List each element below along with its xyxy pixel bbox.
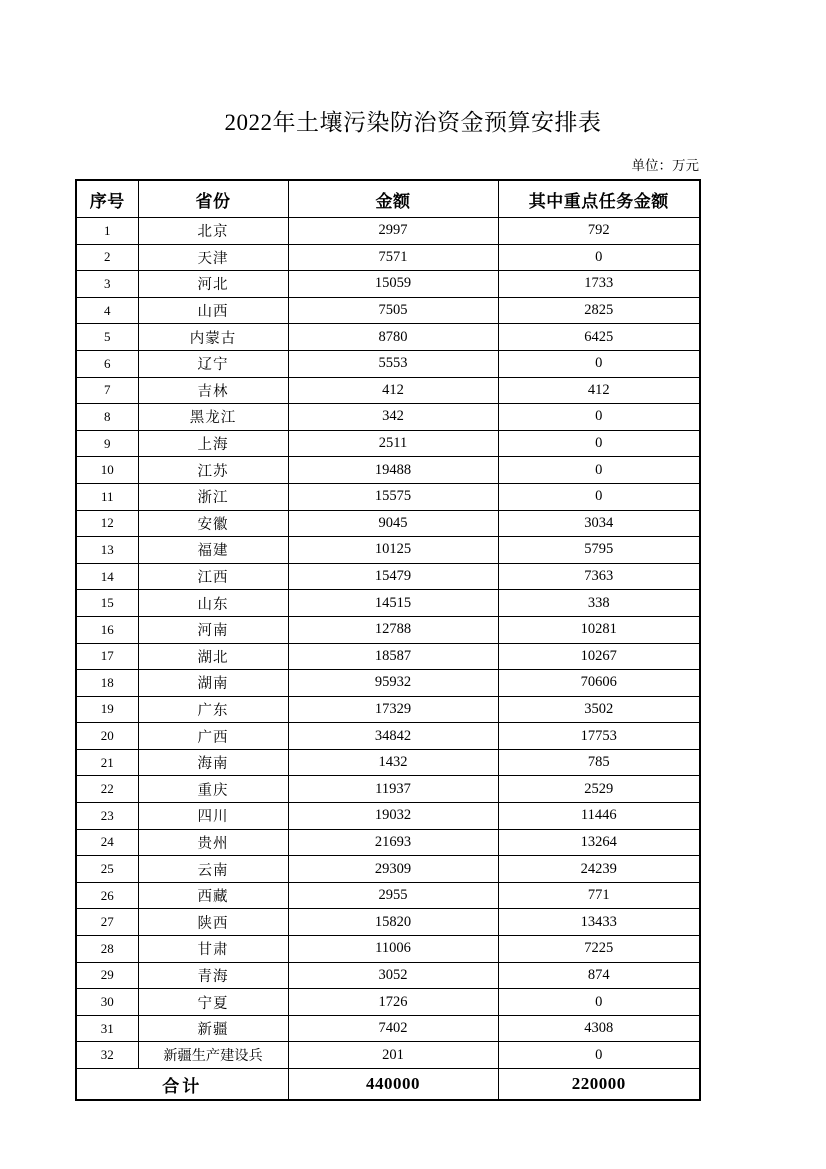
cell-amount: 29309 [288, 856, 498, 883]
cell-index: 27 [76, 909, 138, 936]
cell-amount: 1432 [288, 749, 498, 776]
cell-index: 12 [76, 510, 138, 537]
cell-index: 24 [76, 829, 138, 856]
cell-index: 31 [76, 1015, 138, 1042]
cell-key-task-amount: 4308 [498, 1015, 700, 1042]
cell-key-task-amount: 6425 [498, 324, 700, 351]
cell-index: 7 [76, 377, 138, 404]
cell-amount: 10125 [288, 537, 498, 564]
cell-index: 17 [76, 643, 138, 670]
table-row [76, 749, 700, 776]
table-row [76, 377, 700, 404]
table-row [76, 643, 700, 670]
cell-index: 16 [76, 616, 138, 643]
cell-index: 18 [76, 670, 138, 697]
cell-key-task-amount: 10267 [498, 643, 700, 670]
budget-table [75, 179, 701, 1101]
cell-index: 8 [76, 404, 138, 431]
cell-amount: 9045 [288, 510, 498, 537]
cell-key-task-amount: 792 [498, 218, 700, 245]
cell-province: 陕西 [138, 909, 288, 936]
cell-amount: 2511 [288, 430, 498, 457]
table-body [76, 218, 700, 1069]
cell-key-task-amount: 3502 [498, 696, 700, 723]
cell-amount: 14515 [288, 590, 498, 617]
table-row [76, 590, 700, 617]
cell-amount: 95932 [288, 670, 498, 697]
cell-key-task-amount: 13264 [498, 829, 700, 856]
cell-amount: 1726 [288, 989, 498, 1016]
cell-key-task-amount: 338 [498, 590, 700, 617]
cell-province: 宁夏 [138, 989, 288, 1016]
cell-key-task-amount: 2529 [498, 776, 700, 803]
cell-index: 29 [76, 962, 138, 989]
table-row [76, 723, 700, 750]
table-header-row [76, 180, 700, 218]
cell-province: 海南 [138, 749, 288, 776]
cell-province: 广西 [138, 723, 288, 750]
table-row [76, 776, 700, 803]
cell-amount: 2955 [288, 882, 498, 909]
table-row [76, 271, 700, 298]
table-row [76, 989, 700, 1016]
cell-amount: 8780 [288, 324, 498, 351]
cell-key-task-amount: 0 [498, 989, 700, 1016]
column-header-key-task: 其中重点任务金额 [498, 180, 700, 218]
cell-amount: 17329 [288, 696, 498, 723]
cell-index: 19 [76, 696, 138, 723]
cell-key-task-amount: 785 [498, 749, 700, 776]
cell-province: 山东 [138, 590, 288, 617]
cell-province: 安徽 [138, 510, 288, 537]
table-row [76, 483, 700, 510]
cell-amount: 7571 [288, 244, 498, 271]
total-row [76, 1069, 700, 1101]
cell-index: 13 [76, 537, 138, 564]
table-row [76, 882, 700, 909]
cell-province: 重庆 [138, 776, 288, 803]
table-footer [76, 1069, 700, 1101]
table-row [76, 537, 700, 564]
cell-index: 6 [76, 350, 138, 377]
column-header-amount: 金额 [288, 180, 498, 218]
cell-amount: 15820 [288, 909, 498, 936]
cell-amount: 3052 [288, 962, 498, 989]
cell-amount: 15575 [288, 483, 498, 510]
budget-table-container [75, 179, 699, 1101]
cell-index: 3 [76, 271, 138, 298]
cell-amount: 21693 [288, 829, 498, 856]
cell-province: 上海 [138, 430, 288, 457]
cell-key-task-amount: 0 [498, 350, 700, 377]
total-label: 合计 [76, 1069, 288, 1101]
cell-amount: 34842 [288, 723, 498, 750]
cell-index: 11 [76, 483, 138, 510]
table-row [76, 510, 700, 537]
cell-province: 甘肃 [138, 936, 288, 963]
cell-key-task-amount: 0 [498, 404, 700, 431]
cell-province: 江苏 [138, 457, 288, 484]
cell-index: 28 [76, 936, 138, 963]
total-amount: 440000 [288, 1069, 498, 1101]
cell-key-task-amount: 0 [498, 1042, 700, 1069]
cell-key-task-amount: 17753 [498, 723, 700, 750]
cell-amount: 2997 [288, 218, 498, 245]
cell-index: 20 [76, 723, 138, 750]
table-row [76, 350, 700, 377]
cell-province: 四川 [138, 803, 288, 830]
table-row [76, 909, 700, 936]
cell-index: 9 [76, 430, 138, 457]
unit-note: 单位：万元 [631, 158, 699, 173]
table-row [76, 962, 700, 989]
cell-province: 山西 [138, 297, 288, 324]
cell-index: 21 [76, 749, 138, 776]
cell-index: 5 [76, 324, 138, 351]
cell-key-task-amount: 7363 [498, 563, 700, 590]
cell-key-task-amount: 10281 [498, 616, 700, 643]
table-row [76, 696, 700, 723]
cell-amount: 11937 [288, 776, 498, 803]
cell-amount: 18587 [288, 643, 498, 670]
cell-index: 30 [76, 989, 138, 1016]
table-row [76, 218, 700, 245]
cell-index: 22 [76, 776, 138, 803]
table-header [76, 180, 700, 218]
cell-amount: 15479 [288, 563, 498, 590]
cell-province: 江西 [138, 563, 288, 590]
table-row [76, 803, 700, 830]
cell-key-task-amount: 3034 [498, 510, 700, 537]
table-row [76, 1015, 700, 1042]
cell-key-task-amount: 13433 [498, 909, 700, 936]
page-title: 2022年土壤污染防治资金预算安排表 [224, 110, 602, 135]
cell-province: 福建 [138, 537, 288, 564]
table-row [76, 324, 700, 351]
cell-key-task-amount: 771 [498, 882, 700, 909]
cell-province: 河南 [138, 616, 288, 643]
table-row [76, 404, 700, 431]
cell-key-task-amount: 0 [498, 483, 700, 510]
cell-province: 内蒙古 [138, 324, 288, 351]
cell-key-task-amount: 0 [498, 244, 700, 271]
cell-province: 黑龙江 [138, 404, 288, 431]
cell-amount: 19032 [288, 803, 498, 830]
cell-index: 14 [76, 563, 138, 590]
cell-amount: 7505 [288, 297, 498, 324]
cell-province: 新疆 [138, 1015, 288, 1042]
cell-index: 10 [76, 457, 138, 484]
cell-amount: 11006 [288, 936, 498, 963]
cell-key-task-amount: 0 [498, 430, 700, 457]
cell-amount: 342 [288, 404, 498, 431]
table-row [76, 616, 700, 643]
cell-province: 云南 [138, 856, 288, 883]
cell-key-task-amount: 5795 [498, 537, 700, 564]
cell-province: 青海 [138, 962, 288, 989]
table-row [76, 430, 700, 457]
cell-province: 湖南 [138, 670, 288, 697]
cell-index: 25 [76, 856, 138, 883]
table-row [76, 563, 700, 590]
cell-province: 广东 [138, 696, 288, 723]
total-key-task-amount: 220000 [498, 1069, 700, 1101]
column-header-index: 序号 [76, 180, 138, 218]
table-row [76, 457, 700, 484]
cell-province: 浙江 [138, 483, 288, 510]
cell-amount: 12788 [288, 616, 498, 643]
cell-key-task-amount: 2825 [498, 297, 700, 324]
cell-province: 河北 [138, 271, 288, 298]
cell-index: 23 [76, 803, 138, 830]
cell-province: 北京 [138, 218, 288, 245]
cell-amount: 7402 [288, 1015, 498, 1042]
cell-amount: 412 [288, 377, 498, 404]
table-row [76, 1042, 700, 1069]
table-row [76, 829, 700, 856]
table-row [76, 936, 700, 963]
cell-amount: 5553 [288, 350, 498, 377]
cell-key-task-amount: 0 [498, 457, 700, 484]
column-header-province: 省份 [138, 180, 288, 218]
cell-province: 新疆生产建设兵 [138, 1042, 288, 1069]
cell-province: 贵州 [138, 829, 288, 856]
cell-key-task-amount: 70606 [498, 670, 700, 697]
cell-index: 26 [76, 882, 138, 909]
cell-key-task-amount: 24239 [498, 856, 700, 883]
cell-key-task-amount: 1733 [498, 271, 700, 298]
cell-key-task-amount: 874 [498, 962, 700, 989]
cell-province: 湖北 [138, 643, 288, 670]
cell-index: 2 [76, 244, 138, 271]
cell-index: 15 [76, 590, 138, 617]
table-row [76, 670, 700, 697]
table-row [76, 856, 700, 883]
table-row [76, 297, 700, 324]
cell-index: 1 [76, 218, 138, 245]
cell-amount: 201 [288, 1042, 498, 1069]
cell-amount: 19488 [288, 457, 498, 484]
table-row [76, 244, 700, 271]
cell-province: 辽宁 [138, 350, 288, 377]
cell-key-task-amount: 412 [498, 377, 700, 404]
cell-province: 吉林 [138, 377, 288, 404]
cell-index: 32 [76, 1042, 138, 1069]
cell-province: 西藏 [138, 882, 288, 909]
cell-key-task-amount: 11446 [498, 803, 700, 830]
cell-amount: 15059 [288, 271, 498, 298]
cell-province: 天津 [138, 244, 288, 271]
cell-index: 4 [76, 297, 138, 324]
cell-key-task-amount: 7225 [498, 936, 700, 963]
